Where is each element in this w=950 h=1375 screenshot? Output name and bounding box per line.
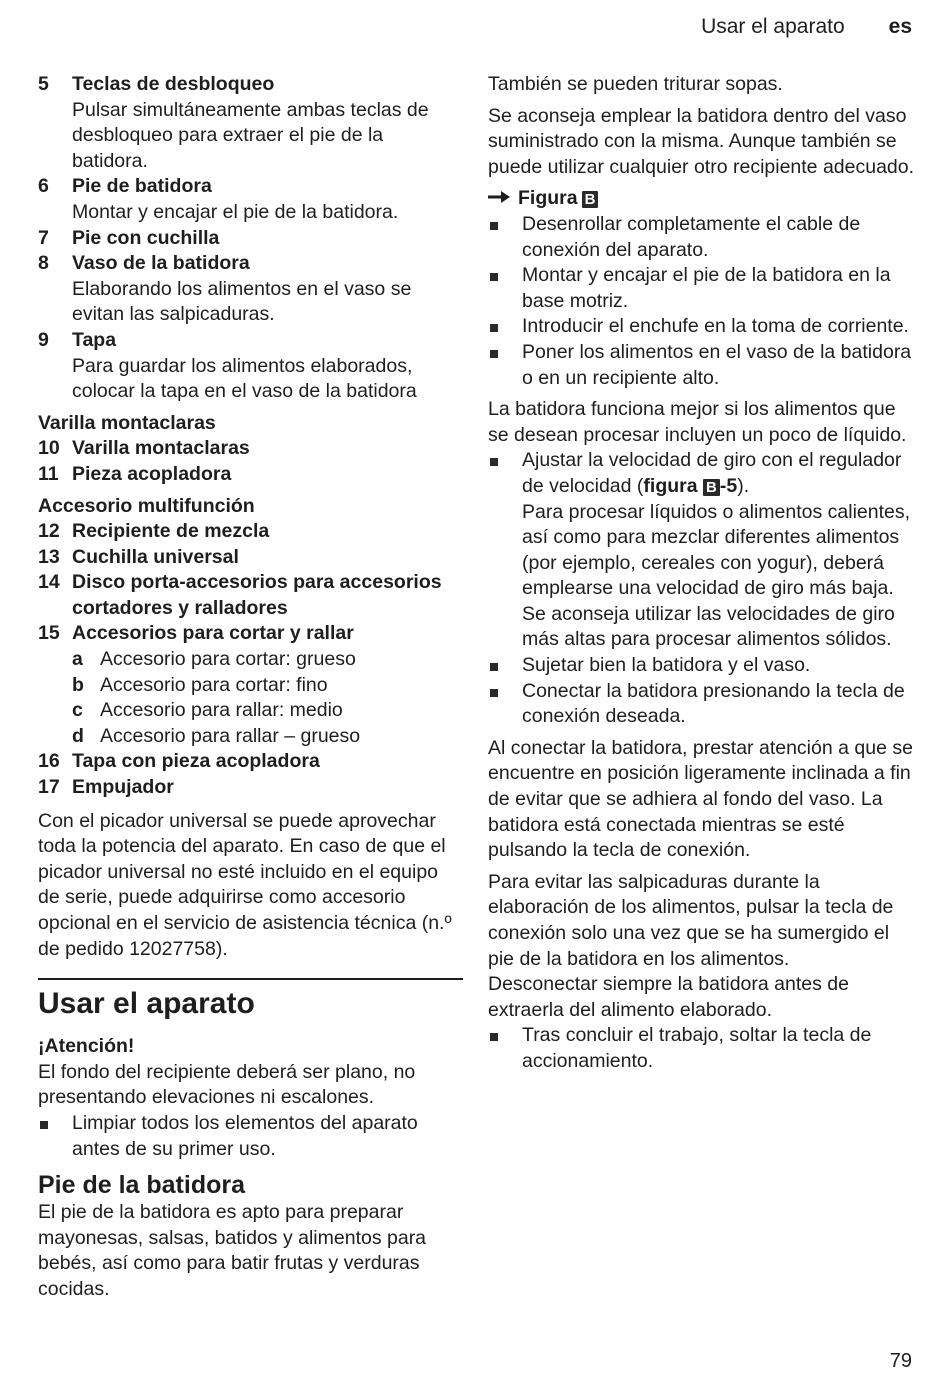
sub-list-item	[38, 673, 463, 699]
item-title: Pie con cuchilla	[72, 226, 220, 249]
list-item	[38, 749, 463, 775]
paragraph: Al conectar la batidora, prestar atención a que se encuentre en posición ligeramente inclinada a fin de evitar que se adhiera al fondo del vaso. La batidora está conectada mientras se esté pulsando la tecla de conexión.	[488, 736, 913, 862]
sub-item-letter: b	[72, 673, 84, 696]
list-item	[38, 72, 463, 174]
item-description: Elaborando los alimentos en el vaso se evitan las salpicaduras.	[72, 277, 412, 326]
item-title: Pie de batidora	[72, 175, 212, 198]
bullet-item	[38, 1111, 463, 1162]
item-title: Varilla montaclaras	[72, 437, 250, 460]
item-title: Cuchilla universal	[72, 545, 239, 568]
bullet-text: Limpiar todos los elementos del aparato antes de su primer uso.	[72, 1111, 418, 1160]
sub-item-letter: c	[72, 699, 83, 722]
sub-item-text: Accesorio para cortar: grueso	[100, 648, 356, 671]
arrow-right-icon	[488, 186, 518, 212]
bullet-text: Tras concluir el trabajo, soltar la tecla de accionamiento.	[522, 1024, 872, 1072]
figure-label: Figura	[518, 187, 578, 210]
item-title: Teclas de desbloqueo	[72, 73, 275, 95]
item-number: 17	[38, 776, 60, 799]
bullet-square-icon	[488, 448, 522, 653]
bullet-square-icon	[38, 1111, 72, 1162]
list-item	[38, 775, 463, 801]
item-number: 8	[38, 252, 49, 275]
list-item	[38, 251, 463, 328]
bullet-item	[488, 679, 918, 730]
item-number: 9	[38, 328, 49, 351]
item-title: Tapa	[72, 328, 117, 351]
paragraph: La batidora funciona mejor si los alimentos que se desean procesar incluyen un poco de líquido.	[488, 398, 907, 446]
speed-figure-label: figura	[643, 474, 698, 497]
bullet-item	[488, 340, 918, 391]
attention-title: ¡Atención!	[38, 1035, 135, 1058]
header-section-title: Usar el aparato	[701, 15, 845, 38]
list-item	[38, 570, 463, 621]
figure-letter-badge: B	[703, 479, 720, 496]
paragraph: Para evitar las salpicaduras durante la elaboración de los alimentos, pulsar la tecla de conexión solo una vez que se ha sumergido el pie de la batidora en los alimentos.	[488, 870, 894, 970]
speed-explanation: Para procesar líquidos o alimentos calientes, así como para mezclar diferentes alimentos (por ejemplo, cereales con yogur), deberá emplearse una velocidad de giro más baja. Se aconseja utilizar las velocidades de giro más altas para procesar alimentos sólidos.	[522, 500, 911, 651]
sub-list-item	[38, 647, 463, 673]
item-description: Pulsar simultáneamente ambas teclas de desbloqueo para extraer el pie de la batidora.	[72, 98, 429, 172]
item-title: Tapa con pieza acopladora	[72, 750, 320, 773]
bullet-text: Conectar la batidora presionando la tecla de conexión deseada.	[522, 679, 905, 728]
group-title: Varilla montaclaras	[38, 411, 216, 434]
sub-item-text: Accesorio para cortar: fino	[100, 673, 328, 696]
item-number: 11	[38, 462, 59, 485]
section-heading: Usar el aparato	[38, 987, 255, 1021]
sub-list-item	[38, 698, 463, 724]
item-title: Disco porta-accesorios para accesorios cortadores y ralladores	[72, 571, 442, 619]
page-header	[701, 14, 912, 40]
bullet-text	[522, 448, 918, 653]
bullet-square-icon	[488, 212, 522, 263]
bullet-square-icon	[488, 314, 522, 340]
bullet-square-icon	[488, 679, 522, 730]
bullet-text: Sujetar bien la batidora y el vaso.	[522, 654, 811, 677]
bullet-item	[488, 448, 918, 653]
item-description: Montar y encajar el pie de la batidora.	[72, 200, 399, 223]
item-number: 6	[38, 175, 49, 198]
item-number: 7	[38, 226, 49, 249]
sub-item-text: Accesorio para rallar – grueso	[100, 724, 361, 747]
paragraph-pie: El pie de la batidora es apto para preparar mayonesas, salsas, batidos y alimentos para bebés, así como para batir frutas y verduras cocidas.	[38, 1201, 427, 1300]
speed-figure-number: -5	[719, 474, 738, 497]
bullet-item	[488, 212, 918, 263]
bullet-square-icon	[488, 263, 522, 314]
item-number: 12	[38, 520, 60, 543]
attention-text: El fondo del recipiente deberá ser plano, no presentando elevaciones ni escalones.	[38, 1060, 416, 1109]
bullet-item	[488, 263, 918, 314]
item-number: 13	[38, 545, 60, 568]
paragraph: Desconectar siempre la batidora antes de extraerla del alimento elaborado.	[488, 973, 849, 1021]
item-title: Recipiente de mezcla	[72, 520, 270, 543]
paragraph: Se aconseja emplear la batidora dentro del vaso suministrado con la misma. Aunque también se puede utilizar cualquier otro recipiente adecuado.	[488, 104, 915, 178]
list-item	[38, 436, 463, 462]
bullet-text: Montar y encajar el pie de la batidora en la base motriz.	[522, 264, 891, 312]
paragraph-picador: Con el picador universal se puede aprovechar toda la potencia del aparato. En caso de que el picador universal no esté incluido en el equipo de serie, puede adquirirse como accesorio opcional en el servicio de asistencia técnica (n.º de pedido 12027758).	[38, 809, 452, 960]
right-column	[488, 72, 918, 1075]
item-description: Para guardar los alimentos elaborados, colocar la tapa en el vaso de la batidora	[72, 354, 417, 403]
header-language: es	[888, 15, 912, 38]
bullet-item	[488, 314, 918, 340]
bullet-text: Introducir el enchufe en la toma de corriente.	[522, 315, 909, 338]
item-title: Empujador	[72, 776, 174, 799]
group-title: Accesorio multifunción	[38, 494, 255, 517]
item-number: 15	[38, 622, 60, 645]
figure-letter-badge: B	[582, 191, 599, 208]
item-number: 10	[38, 437, 60, 460]
bullet-square-icon	[488, 340, 522, 391]
list-item	[38, 328, 463, 405]
bullet-square-icon	[488, 653, 522, 679]
bullet-text: Poner los alimentos en el vaso de la batidora o en un recipiente alto.	[522, 340, 912, 389]
bullet-item	[488, 1023, 918, 1074]
sub-item-letter: d	[72, 724, 84, 747]
speed-text-end: ).	[737, 474, 750, 497]
list-item	[38, 621, 463, 647]
page-number: 79	[889, 1350, 912, 1372]
list-item	[38, 174, 463, 225]
sub-item-letter: a	[72, 648, 83, 671]
bullet-item	[488, 653, 918, 679]
item-number: 5	[38, 73, 49, 95]
list-item	[38, 519, 463, 545]
list-item	[38, 226, 463, 252]
figure-reference	[488, 186, 918, 212]
sub-list-item	[38, 724, 463, 750]
item-title: Vaso de la batidora	[72, 252, 250, 275]
subsection-heading: Pie de la batidora	[38, 1171, 246, 1200]
left-column	[38, 72, 463, 1303]
list-item	[38, 545, 463, 571]
item-number: 16	[38, 750, 60, 773]
list-item	[38, 462, 463, 488]
paragraph: También se pueden triturar sopas.	[488, 73, 783, 95]
item-title: Accesorios para cortar y rallar	[72, 622, 354, 645]
section-divider	[38, 978, 463, 980]
bullet-square-icon	[488, 1023, 522, 1074]
item-number: 14	[38, 571, 60, 594]
sub-item-text: Accesorio para rallar: medio	[100, 699, 343, 722]
item-title: Pieza acopladora	[72, 462, 232, 485]
bullet-text: Desenrollar completamente el cable de conexión del aparato.	[522, 212, 861, 261]
speed-text: Ajustar la velocidad de giro con el regulador de velocidad (	[522, 449, 902, 497]
